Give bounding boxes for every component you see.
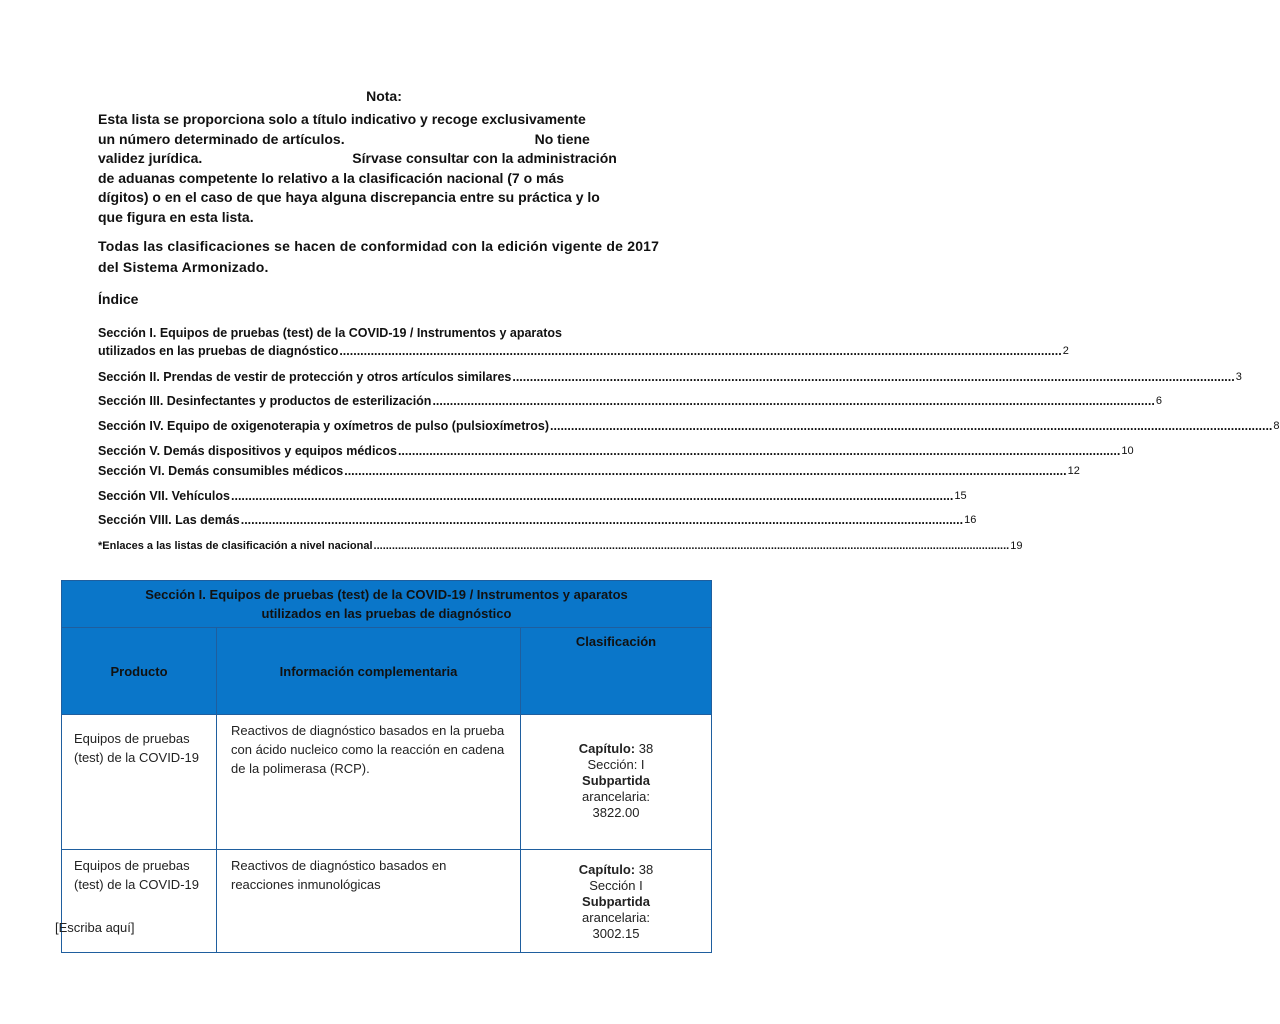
- capitulo-line: [521, 862, 711, 878]
- table-title-line: Sección I. Equipos de pruebas (test) de la COVID-19 / Instrumentos y aparatos: [145, 587, 628, 602]
- toc-leader: [344, 462, 1066, 480]
- toc-page-number: 10: [1121, 445, 1134, 457]
- toc-page-number: 19: [1010, 540, 1023, 552]
- toc-leader: [550, 417, 1272, 435]
- column-header-info: Información complementaria: [217, 628, 521, 715]
- column-header-producto: Producto: [62, 628, 217, 715]
- toc-page-number: 15: [954, 490, 967, 502]
- capitulo-label: Capítulo:: [578, 862, 636, 877]
- toc-link-seccion-4[interactable]: [98, 417, 1280, 435]
- toc-link-seccion-1[interactable]: [98, 324, 1069, 360]
- toc-link-seccion-5[interactable]: [98, 442, 1134, 460]
- toc-leader: [398, 442, 1120, 460]
- toc-leader: [231, 487, 953, 505]
- note-line: que figura en esta lista.: [98, 208, 254, 225]
- seccion-value: Sección: I: [587, 757, 645, 772]
- table-row: [62, 850, 712, 953]
- toc-label: Sección II. Prendas de vestir de protección y otros artículos similares: [98, 370, 512, 384]
- toc-page-number: 6: [1155, 395, 1162, 407]
- cell-clasificacion: [521, 715, 712, 850]
- cell-info: Reactivos de diagnóstico basados en reacciones inmunológicas: [217, 850, 521, 953]
- toc-label: Sección IV. Equipo de oxigenoterapia y oxímetros de pulso (pulsioxímetros): [98, 419, 550, 433]
- toc-label: Sección I. Equipos de pruebas (test) de la COVID-19 / Instrumentos y aparatos: [98, 326, 563, 340]
- note-fragment: Sírvase consultar con la administración: [352, 150, 617, 166]
- seccion-value: Sección I: [589, 878, 643, 893]
- seccion-1-table: [61, 580, 712, 953]
- note-fragment: un número determinado de artículos.: [98, 130, 345, 147]
- codigo-value: 3002.15: [592, 926, 640, 941]
- capitulo-value: 38: [638, 862, 654, 877]
- toc-leader: [241, 511, 963, 529]
- capitulo-label: Capítulo:: [578, 741, 636, 756]
- toc-link-seccion-8[interactable]: [98, 511, 977, 529]
- toc-page-number: 16: [964, 514, 977, 526]
- note-title: Nota:: [366, 88, 402, 104]
- arancelaria-label: arancelaria:: [582, 910, 650, 925]
- subpartida-label: Subpartida: [582, 773, 650, 788]
- toc-label: Sección VIII. Las demás: [98, 513, 240, 527]
- toc-leader: [339, 342, 1061, 360]
- toc-page-number: 2: [1062, 345, 1069, 357]
- toc-page-number: 3: [1235, 371, 1242, 383]
- indice-title: Índice: [98, 291, 139, 307]
- cell-clasificacion: [521, 850, 712, 953]
- toc-label: Sección III. Desinfectantes y productos de esterilización: [98, 394, 432, 408]
- note-line: Esta lista se proporciona solo a título indicativo y recoge exclusivamente: [98, 111, 586, 127]
- toc-link-seccion-6[interactable]: [98, 462, 1080, 480]
- note-fragment: validez jurídica.: [98, 150, 203, 166]
- toc-page-number: 12: [1067, 465, 1080, 477]
- table-row: [62, 715, 712, 850]
- note-line: dígitos) o en el caso de que haya alguna discrepancia entre su práctica y lo: [98, 189, 600, 205]
- toc-label: Sección V. Demás dispositivos y equipos médicos: [98, 444, 397, 458]
- conformidad-paragraph: Todas las clasificaciones se hacen de conformidad con la edición vigente de 2017 del Sistema Armonizado.: [98, 238, 660, 275]
- toc-leader: [432, 392, 1154, 410]
- cell-producto: Equipos de pruebas (test) de la COVID-19: [62, 850, 217, 953]
- subpartida-label: Subpartida: [582, 894, 650, 909]
- note-line: de aduanas competente lo relativo a la clasificación nacional (7 o más: [98, 169, 565, 186]
- toc-leader: [512, 368, 1234, 386]
- toc-page-number: 8: [1273, 420, 1280, 432]
- toc-link-enlaces[interactable]: [98, 537, 1023, 555]
- note-line: [98, 149, 660, 169]
- toc-label: Sección VII. Vehículos: [98, 489, 230, 503]
- note-body: [98, 110, 660, 227]
- footer-placeholder[interactable]: [Escriba aquí]: [55, 920, 135, 935]
- toc-label: *Enlaces a las listas de clasificación a nivel nacional: [98, 540, 373, 552]
- codigo-value: 3822.00: [592, 805, 640, 820]
- toc-label: Sección VI. Demás consumibles médicos: [98, 464, 344, 478]
- toc-label: utilizados en las pruebas de diagnóstico: [98, 344, 339, 358]
- arancelaria-label: arancelaria:: [582, 789, 650, 804]
- toc-link-seccion-2[interactable]: [98, 368, 1242, 386]
- cell-info: Reactivos de diagnóstico basados en la prueba con ácido nucleico como la reacción en cadena de la polimerasa (RCP).: [217, 715, 521, 850]
- table-title-line: utilizados en las pruebas de diagnóstico: [261, 606, 512, 621]
- toc-link-seccion-3[interactable]: [98, 392, 1162, 410]
- note-line: [98, 130, 660, 150]
- toc-leader: [374, 537, 1010, 555]
- capitulo-line: [521, 741, 711, 757]
- cell-producto: Equipos de pruebas (test) de la COVID-19: [62, 715, 217, 850]
- note-fragment: No tiene: [534, 130, 590, 147]
- toc-link-seccion-7[interactable]: [98, 487, 967, 505]
- capitulo-value: 38: [638, 741, 654, 756]
- table-title: [62, 581, 712, 628]
- column-header-clasificacion: Clasificación: [521, 628, 712, 715]
